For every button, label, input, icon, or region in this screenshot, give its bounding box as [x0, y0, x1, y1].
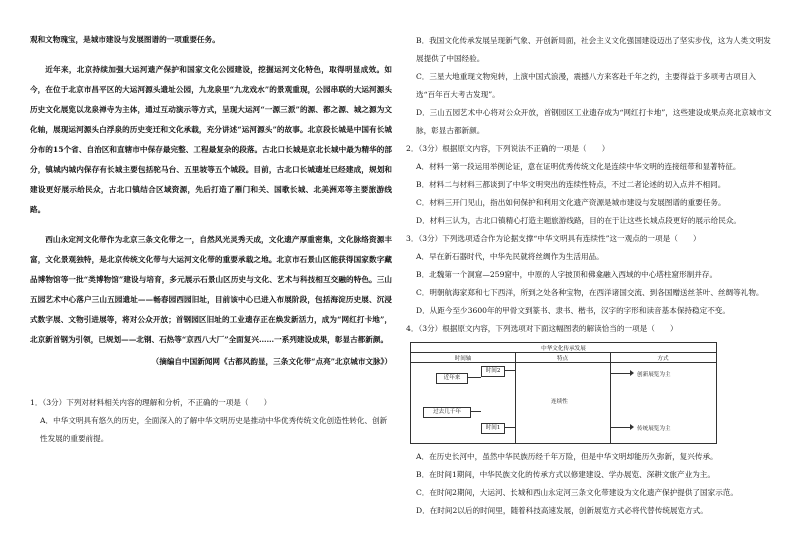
diagram-connector: [504, 427, 515, 428]
diagram-header-row: [411, 352, 716, 363]
question-3-stem: 3．（3分）下列选项适合作为论据支撑“中华文明具有连续性”这一观点的一项是（ ）: [406, 234, 701, 243]
question-2-option-b: B．材料二与材料三都谈到了中华文明突出的连续性特点，不过二者论述的切入点并不相同。: [416, 180, 726, 189]
diagram-mode-bottom: 传统展览为主: [637, 426, 671, 432]
diagram-divider: [610, 352, 611, 443]
diagram-connector: [504, 370, 515, 371]
question-4-option-a: A．在历史长河中，虽然中华民族历经千年万险，但是中华文明却能历久弥新，复兴传承。: [416, 452, 718, 461]
diagram-time2-box: 时间2: [481, 366, 505, 377]
diagram-past-box: 过去几千年: [423, 407, 471, 418]
diagram-connector: [610, 427, 630, 428]
diagram-divider: [515, 352, 516, 443]
question-3-option-d: D．从距今至少3600年的甲骨文到篆书、隶书、楷书，汉字的字形和读音基本保持稳定不变。: [416, 306, 730, 315]
question-2-option-d: D．材料三认为，古北口镇精心打造主题旅游线路，目的在于让这些长城点段更好的展示给民众。: [416, 216, 742, 225]
question-4-option-d: D．在时间2以后的时间里，随着科技高速发展，创新展览方式必将代替传统展览方式。: [416, 506, 708, 515]
question-1-option-d: D．三山五园艺术中心将对公众开放，首钢园区工业遗存成为“网红打卡地”，这些建设成果点亮北京城市文脉，彰显古都新颜。: [416, 108, 772, 135]
culture-diagram: [410, 342, 717, 444]
question-2-option-c: C．材料三开门见山，指出如何保护和利用文化遗产资源是城市建设与发展图谱的重要任务。: [416, 198, 726, 207]
diagram-title: 中华文化传承发展: [541, 346, 586, 352]
arrow-right-icon: [630, 424, 634, 430]
diagram-connector: [467, 377, 481, 378]
question-4-option-b: B．在时间1期间，中华民族文化的传承方式以修建建设、学办展览、深耕文旅产业为主。: [416, 470, 715, 479]
paragraph-continued: 观和文物瑰宝，是城市建设与发展图谱的一项重要任务。: [30, 35, 220, 44]
question-2-stem: 2．（3分）根据原文内容，下列说法不正确的一项是（ ）: [406, 144, 610, 153]
diagram-time1-box: 时间1: [481, 423, 505, 434]
paragraph-xishan: 西山永定河文化带作为北京三条文化带之一，自然风光灵秀天成，文化遗产厚重密集，文化脉络资源丰富，文化景观独特，是北京传统文化带与大运河文化带的重要承载之地。北京市石景山区能获得国家数字藏品博物馆等一批“类博物馆”建设与培育，多元展示石景山区历史与文化、艺术与科技相互交融的特色。三山五园艺术中心落户三山五园遗址——畅春园西园旧址，目前该中心已进入布展阶段，包括海淀历史展、沉浸式数字展、文物引进展等，将对公众开放；首钢园区旧址的工业遗存正在焕发新活力，成为“网红打卡地”，北京新首钢为引领，已规划——北钢、石热等“京西八大厂”全面复兴……一系列建设成果，彰显古都新颜。: [30, 235, 392, 344]
diagram-trait-label: 连续性: [551, 399, 568, 405]
question-4-stem: 4．（3分）根据原文内容，下列选项对下面这幅图表的解读恰当的一项是（ ）: [406, 324, 678, 333]
right-column: [406, 32, 774, 520]
diagram-header-mode: 方式: [657, 355, 669, 362]
left-column: [30, 30, 392, 448]
diagram-header-trait: 特点: [556, 355, 569, 362]
question-3-option-b: B．北魏第一个洞窟—259窟中，中原的人字披顶和佛龛融入西域的中心塔柱窟形制并存。: [416, 270, 718, 279]
question-3-option-a: A．早在新石器时代，中华先民就将丝绸作为生活用品。: [416, 252, 604, 261]
question-1-option-b: B．我国文化传承发展呈现新气象、开创新局面，社会主义文化强国建设迈出了坚实步伐，这为人类文明发展提供了中国经验。: [416, 36, 771, 63]
diagram-connector: [470, 411, 481, 412]
question-1-option-a: A．中华文明具有悠久的历史，全面深入的了解中华文明历史是推动中华优秀传统文化创造性转化、创新性发展的重要前提。: [40, 415, 388, 443]
question-4-option-c: C．在时间2期间，大运河、长城和西山永定河三条文化带建设为文化遗产保护提供了国家示范。: [416, 488, 738, 497]
arrow-right-icon: [630, 370, 634, 376]
question-2-option-a: A．材料一第一段运用举例论证，意在证明优秀传统文化是连续中华文明的连接纽带和显著特征。: [416, 162, 741, 171]
question-1-option-c: C．三星大地重现文物宛转，上演中国式浪漫，震撼八方来客赴千年之约，主要得益于多项考古项目入选“百年百大考古发现”。: [416, 72, 756, 99]
question-3-option-c: C．明朝航海家郑和七下西洋，所到之处各种宝物，在西洋诸国交流、到各国赠送丝茶叶、丝绸等礼物。: [416, 288, 764, 297]
diagram-header-timeline: 时间轴: [454, 355, 472, 362]
diagram-connector: [610, 373, 630, 374]
paragraph-grand-canal: 近年来，北京持续加强大运河遗产保护和国家文化公园建设，挖掘运河文化特色，取得明显成效。如今，在位于北京市昌平区的大运河源头遗址公园，九龙泉里“九龙戏水”的景观重现，公园串联的大运河源头历史文化展览以龙泉禅寺为主体，通过互动演示等方式，呈现大运河“一源三派”的源、都之源、城之源为文化轴，展现运河源头白浮泉的历史变迁和文化承载，充分讲述“运河源头”的故事。北京段长城是中国有长城分布的15个省、自治区和直辖市中保存最完整、工程最复杂的段落。古北口长城是京北长城中最为精华的部分，镇城内城内保存有长城主要包括驼马台、五里坡等五个城段。目前，古北口长城遗址已经建成，规划和建设更好展示给民众，古北口镇结合区域资源，先后打造了雁门和关、国歌长城、北美洲邓等主要旅游线路。: [30, 65, 392, 214]
source-citation: （摘编自中国新闻网《古都风韵显，三条文化带“点亮”北京城市文脉》）: [151, 357, 392, 366]
question-1-stem: 1．（3分）下列对材料相关内容的理解和分析，不正确的一项是（ ）: [30, 397, 272, 407]
diagram-mode-top: 创新展览为主: [637, 372, 671, 378]
diagram-recent-box: 近年来: [436, 373, 468, 384]
